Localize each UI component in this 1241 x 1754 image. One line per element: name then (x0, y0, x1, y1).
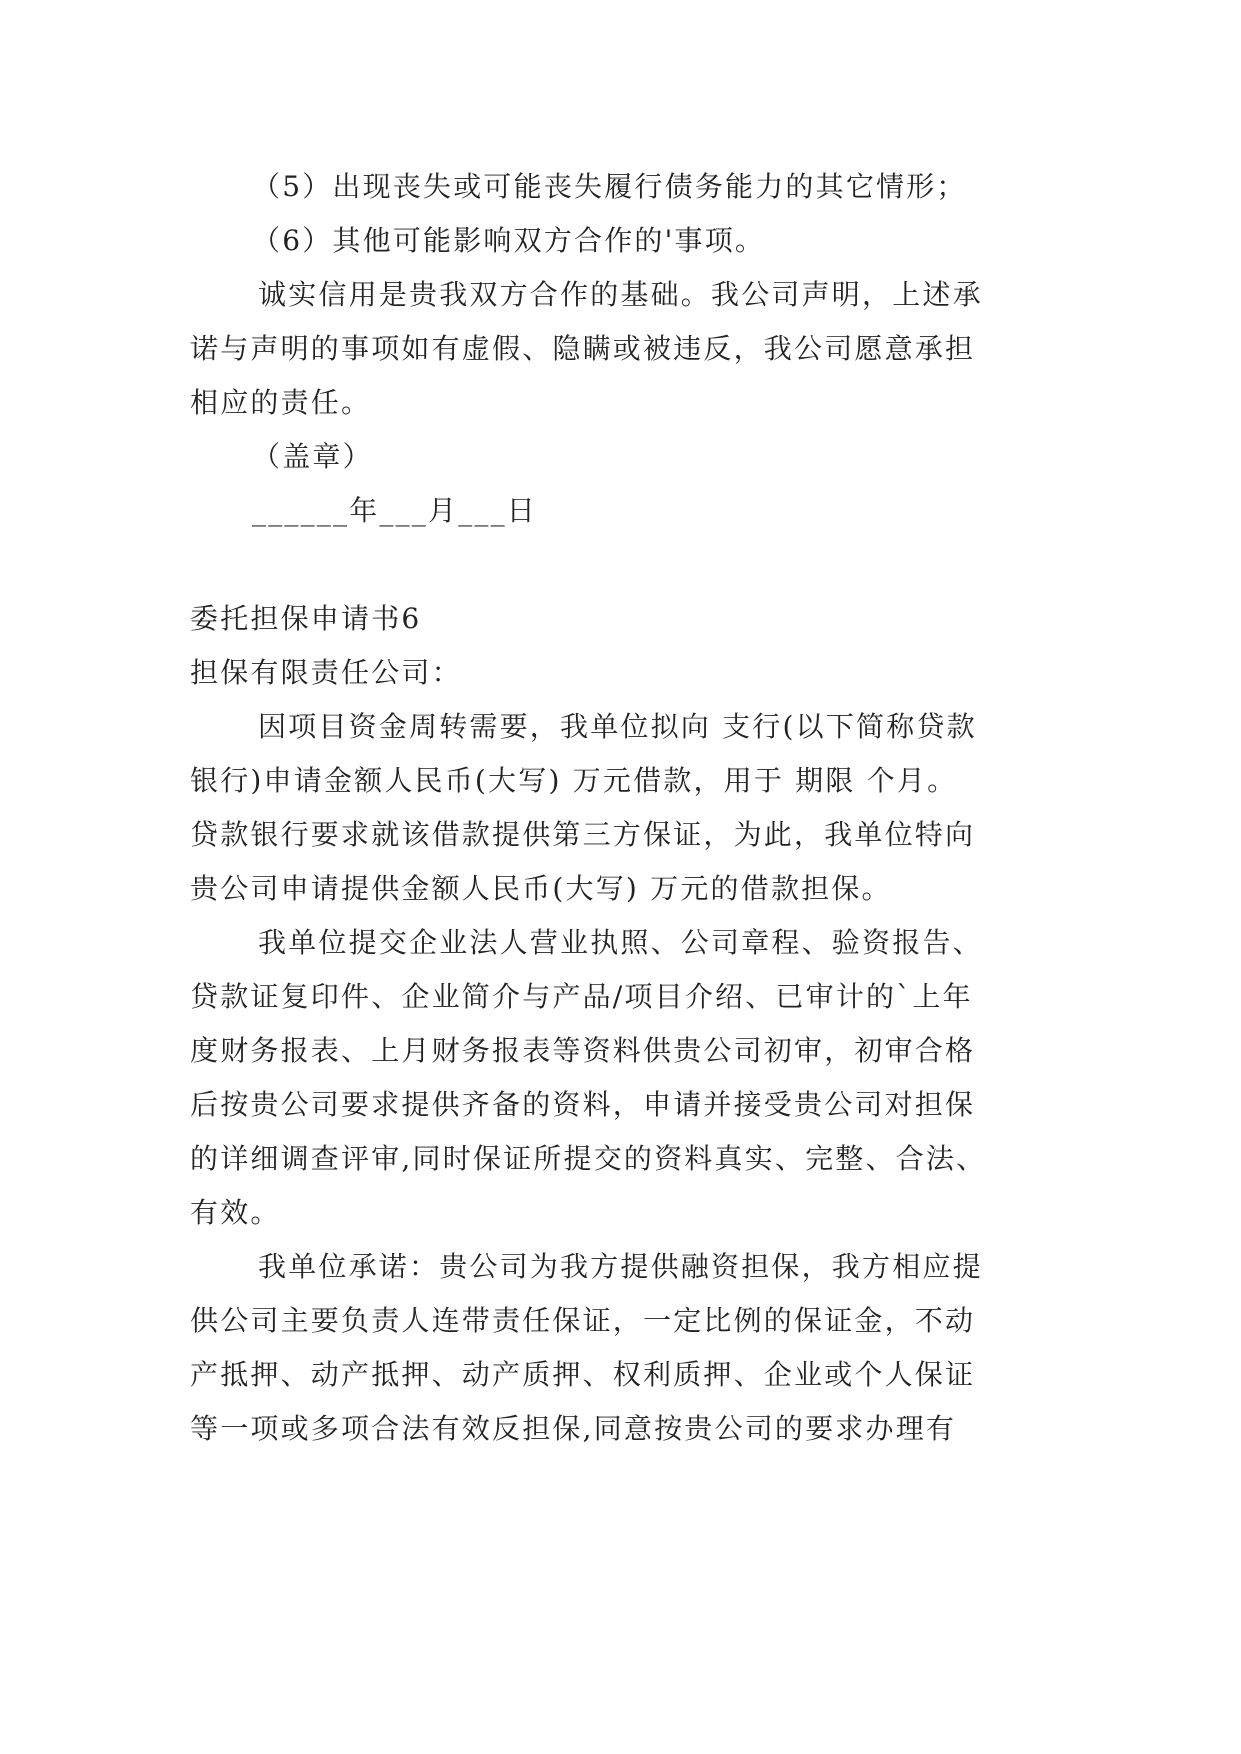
declaration-line-1: 诚实信用是贵我双方合作的基础。我公司声明，上述承 (258, 278, 983, 311)
para2-line-2: 贷款证复印件、企业简介与产品/项目介绍、已审计的`上年 (190, 980, 973, 1013)
para3-line-4: 等一项或多项合法有效反担保,同意按贵公司的要求办理有 (190, 1412, 957, 1445)
para2-line-5: 的详细调查评审,同时保证所提交的资料真实、完整、合法、 (190, 1142, 987, 1175)
para2-line-4: 后按贵公司要求提供齐备的资料，申请并接受贵公司对担保 (190, 1088, 976, 1121)
date-line: ______年___月___日 (252, 494, 538, 527)
para3-line-3: 产抵押、动产抵押、动产质押、权利质押、企业或个人保证 (190, 1358, 976, 1391)
section-title: 委托担保申请书6 (190, 602, 422, 635)
seal-label: （盖章） (252, 440, 373, 473)
declaration-line-2: 诺与声明的事项如有虚假、隐瞒或被违反，我公司愿意承担 (190, 332, 976, 365)
para3-line-2: 供公司主要负责人连带责任保证，一定比例的保证金，不动 (190, 1304, 976, 1337)
para1-line-4: 贵公司申请提供金额人民币(大写) 万元的借款担保。 (190, 872, 892, 905)
para2-line-3: 度财务报表、上月财务报表等资料供贵公司初审，初审合格 (190, 1034, 976, 1067)
para1-line-2: 银行)申请金额人民币(大写) 万元借款，用于 期限 个月。 (190, 764, 958, 797)
declaration-line-3: 相应的责任。 (190, 386, 372, 419)
para3-line-1: 我单位承诺：贵公司为我方提供融资担保，我方相应提 (258, 1250, 983, 1283)
commitment-item-6: （6）其他可能影响双方合作的'事项。 (252, 224, 766, 257)
para1-line-3: 贷款银行要求就该借款提供第三方保证，为此，我单位特向 (190, 818, 976, 851)
para2-line-1: 我单位提交企业法人营业执照、公司章程、验资报告、 (258, 926, 983, 959)
para1-line-1: 因项目资金周转需要，我单位拟向 支行(以下简称贷款 (258, 710, 977, 743)
para2-line-6: 有效。 (190, 1196, 281, 1229)
commitment-item-5: （5）出现丧失或可能丧失履行债务能力的其它情形； (252, 170, 967, 203)
addressee: 担保有限责任公司： (190, 656, 462, 689)
